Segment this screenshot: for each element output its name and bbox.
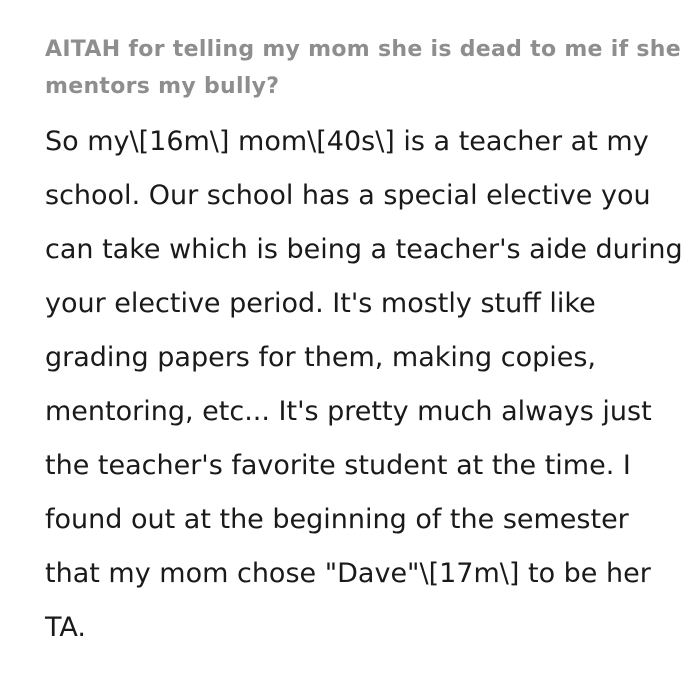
post-body: So my\[16m\] mom\[40s\] is a teacher at my school. Our school has a special elective you can take which is being a teacher's aide during your elective period. It's mostly stuff like grading papers for them, making copies, mentoring, etc... It's pretty much always just the teacher's favorite student at the time. I found out at the beginning of the semester that my mom chose "Dave"\[17m\] to be her TA. — [45, 126, 683, 643]
post — [45, 31, 685, 655]
post-title: AITAH for telling my mom she is dead to me if she mentors my bully? — [45, 37, 681, 99]
